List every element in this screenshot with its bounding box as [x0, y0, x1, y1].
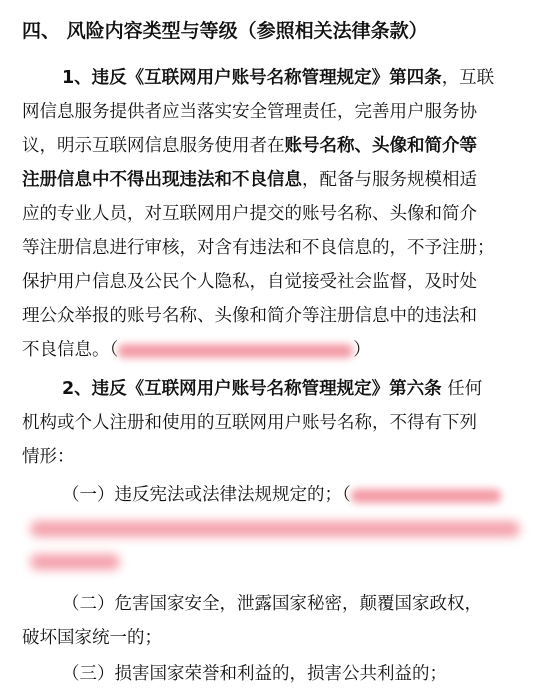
- item1-lead: 1、违反《互联网用户账号名称管理规定》第四条: [62, 68, 442, 88]
- item1-line-9-a: 不良信息。（: [22, 340, 119, 360]
- redacted-text: [118, 344, 353, 358]
- item1-line-4-b: ，配备与服务规模相适: [302, 170, 477, 190]
- item1-line-4: [22, 168, 477, 192]
- item1-line-5: 应的专业人员，对互联网用户提交的账号名称、头像和简介: [22, 204, 477, 224]
- item1-line-9: [22, 338, 371, 362]
- clause-1-line-1: [62, 483, 501, 507]
- item2-line-2: 机构或个人注册和使用的互联网用户账号名称，不得有下列: [22, 413, 477, 433]
- item1-line-3-a: 议，明示互联网信息服务使用者在: [22, 136, 285, 156]
- item1-line-9-b: ）: [353, 340, 371, 360]
- item1-line-2: 网信息服务提供者应当落实安全管理责任，完善用户服务协: [22, 102, 477, 122]
- item2-line-1: [62, 377, 482, 401]
- item2-line-3: 情形：: [22, 447, 75, 467]
- clause-3-line-1: （三）损害国家荣誉和利益的，损害公共利益的；: [62, 664, 447, 684]
- item1-line-8: 理公众举报的账号名称、头像和简介等注册信息中的违法和: [22, 306, 477, 326]
- clause-1-text: （一）违反宪法或法律法规规定的；（: [62, 485, 351, 505]
- item1-line-1-rest: ，互联: [441, 68, 495, 88]
- redacted-block: [30, 554, 120, 570]
- item2-lead: 2、违反《互联网用户账号名称管理规定》第六条: [62, 379, 442, 399]
- item1-line-6: 等注册信息进行审核，对含有违法和不良信息的，不予注册；: [22, 238, 495, 258]
- clause-2-line-2: 破坏国家统一的；: [22, 628, 162, 648]
- redacted-text: [351, 489, 501, 503]
- item1-line-1: [62, 66, 494, 90]
- redacted-block: [30, 521, 520, 537]
- clause-2-line-1: （二）危害国家安全，泄露国家秘密，颠覆国家政权，: [62, 594, 482, 614]
- section-heading: 四、 风险内容类型与等级（参照相关法律条款）: [22, 20, 428, 42]
- item1-line-7: 保护用户信息及公民个人隐私，自觉接受社会监督，及时处: [22, 272, 477, 292]
- item1-line-4-bold: 注册信息中不得出现违法和不良信息: [22, 170, 302, 190]
- item2-line-1-rest: 任何: [441, 379, 483, 399]
- item1-line-3-bold: 账号名称、头像和简介等: [284, 136, 477, 156]
- item1-line-3: [22, 134, 477, 158]
